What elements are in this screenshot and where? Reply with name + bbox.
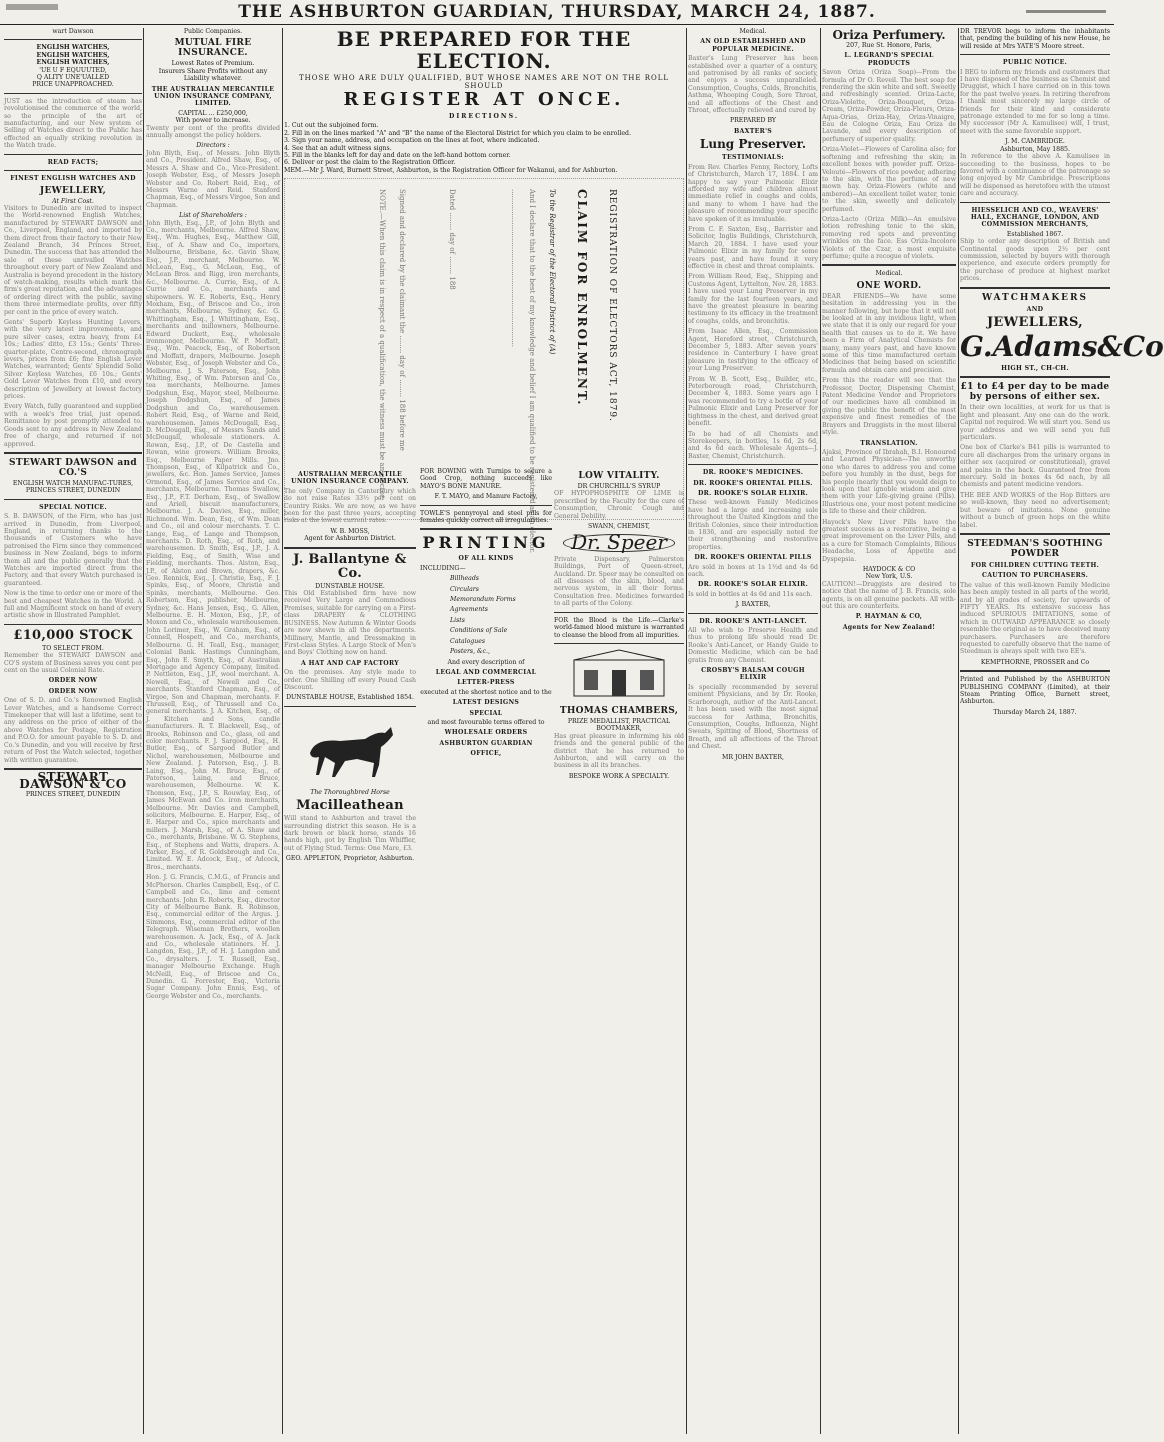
body-text: In their own localities, at work for us that is light and pleasant. Any one can do the work. Capital not required. We will start you. Send us your address and we will send you full particulars. bbox=[960, 404, 1110, 442]
steedman-for: FOR CHILDREN CUTTING TEETH. bbox=[970, 561, 1100, 569]
one-word-heading: ONE WORD. bbox=[856, 280, 922, 291]
subcolumn-left bbox=[284, 468, 416, 863]
election-title: BE PREPARED FOR THE ELECTION. bbox=[336, 27, 632, 73]
body-text: Is sold in bottles at 4s 6d and 11s each. bbox=[688, 590, 813, 598]
watches-lines bbox=[4, 44, 142, 88]
ballantyne-heading: J. Ballantyne & Co. bbox=[293, 551, 407, 581]
section-heading: Public Companies. bbox=[183, 28, 243, 35]
form-body: And I declare that to the best of my knowledge and belief I am qualified to be registered as an elector. bbox=[528, 189, 536, 554]
subcolumn-right bbox=[554, 468, 684, 780]
printed-by: Printed and Published by the ASHBURTON PUBLISHING COMPANY (Limited), at their Steam Printing Office, Burnett street, Ashburton. bbox=[960, 676, 1110, 706]
jewellery-heading: JEWELLERY, bbox=[39, 185, 107, 196]
capital: CAPITAL ... £250,000, bbox=[178, 109, 248, 117]
mutual-heading: MUTUAL FIRE INSURANCE. bbox=[174, 38, 252, 59]
baxter-intro: AN OLD ESTABLISHED AND POPULAR MEDICINE. bbox=[700, 38, 806, 53]
footer-name: STEWART DAWSON & CO bbox=[19, 769, 127, 792]
column-oriza bbox=[822, 28, 956, 1434]
steedman-heading: STEEDMAN'S SOOTHING POWDER bbox=[967, 538, 1103, 559]
column-rule bbox=[958, 28, 959, 1434]
hayman-sub: Agents for New Zealand! bbox=[842, 623, 936, 631]
horse-name: Macilleathean bbox=[296, 798, 404, 814]
divider bbox=[4, 499, 142, 500]
divider bbox=[420, 505, 552, 506]
medical-heading-2: Medical. bbox=[875, 270, 903, 278]
horse-illustration bbox=[295, 713, 405, 783]
crosby-heading: CROSBY'S BALSAM COUGH ELIXIR bbox=[701, 667, 805, 682]
body-text: Ajaksi, Province of Ibrahah, B.I. Honoured and Learned Physician—The unworthy one who dares to address you and come before you humbly in the dust, begs for his people (nearly that you would deign to look upon that ignoble wisdom and give them with your Life-giving graine (Pills). Illustrious one, your most potent medicine is life to these and their children. bbox=[822, 448, 956, 516]
ink-smudge bbox=[6, 4, 58, 10]
first-cost: At First Cost. bbox=[52, 197, 94, 205]
order-now-2: ORDER NOW bbox=[48, 687, 98, 695]
body-text: These well-known Family Medicines have had a large and increasing sale throughout the United Kingdom and the British Colonies, since their introduction in 1836, and are especially noted for their strengthening and restorative properties. bbox=[688, 499, 818, 551]
body-text: Twenty per cent of the profits divided annually amongst the policy holders. bbox=[146, 124, 280, 140]
baxter-prepared: PREPARED BY bbox=[729, 117, 777, 125]
stock-subheading: TO SELECT FROM. bbox=[42, 644, 104, 652]
rooke-anti-lancet: DR. ROOKE'S ANTI-LANCET. bbox=[699, 617, 807, 625]
divider bbox=[960, 287, 1110, 289]
body-text: CAUTION!—Druggists are desired to notice that the name of J. B. Francis, sole agents, is on all genuine packets. All with-out this are counterfeits. bbox=[822, 580, 956, 611]
masthead bbox=[0, 0, 1114, 25]
body-text: Hayock's New Liver Pills have the greatest success as a restorative, being a great improvement on the Liver Pills, and as a cure for Stomach Complaints, Bilious Headache, Loss of Appetite and Dyspepsia. bbox=[822, 518, 956, 563]
divider bbox=[4, 624, 142, 625]
election-subtitle: THOSE WHO ARE DULY QUALIFIED, BUT WHOSE NAMES ARE NOT ON THE ROLL SHOULD bbox=[298, 74, 670, 90]
chambers-heading: THOMAS CHAMBERS, bbox=[559, 705, 679, 716]
haydock-address: New York, U.S. bbox=[865, 573, 913, 581]
body-text: Is specially recommended by several eminent Physicians, and by Dr. Rooke, Scarborough, author of the Anti-Lancet. It has been used with the most signal success for Asthma, Bronchitis, Consumption, Coughs, Influenza, Night Sweats, Spitting of Blood, Shortness of Breath, and all affections of the Throat and Chest. bbox=[688, 683, 818, 751]
body-text: From C. F. Saxton, Esq., Barrister and Solicitor, Inglis Buildings, Christchurch, March 20, 1884. I have used your Pulmonic Elixir in my family for some years past, and have found it very effective in chest and throat complaints. bbox=[688, 225, 818, 270]
divider bbox=[960, 376, 1110, 378]
dunstable-heading: DUNSTABLE HOUSE. bbox=[315, 582, 385, 590]
amu-agent: Agent for Ashburton District. bbox=[304, 535, 396, 543]
oriza-sub: L. LEGRAND'S SPECIAL PRODUCTS bbox=[844, 52, 934, 67]
medical-heading: Medical. bbox=[739, 28, 767, 35]
body-text: One of S. D. and Co.'s Renowned English Lever Watches, and a handsome Correct Timekeeper that will last a lifetime, sent to any address on the price of either of the above Watches for Postage, Registration and P.O.O. for amount payable to S. D. and Co.'s Dunedin, and you will receive by first return of Post the Watch selected, together with written guarantee. bbox=[4, 697, 142, 764]
boot-shop-illustration bbox=[564, 650, 674, 700]
chambers-foot: BESPOKE WORK A SPECIALTY. bbox=[568, 772, 670, 780]
divider bbox=[4, 93, 142, 94]
rooke-solar-elixir: DR. ROOKE'S SOLAR ELIXIR. bbox=[697, 581, 809, 589]
body-text: Visitors to Dunedin are invited to inspect the World-renowned English Watches, manufactured by STEWART DAWSON and Co., Liverpool, England, and imported by them direct from their factory to their New Zealand Branch, 34 Princes Street, Dunedin. The success that has attended the sale of these unrivalled Watches throughout every part of New Zealand and Australia is beyond precedent in the history of watch-making, results which mark the firm's great reputation, and the advantages of ordering direct with the public, saving them three intermediate profits, over fifty per cent in the price of every watch. bbox=[4, 204, 142, 316]
hiesselich-heading: HIESSELICH AND CO., WEAVERS' HALL, EXCHANGE, LONDON, AND COMMISSION MERCHANTS, bbox=[970, 206, 1100, 229]
pay-heading: £1 to £4 per day to be made by persons of either sex. bbox=[960, 382, 1110, 403]
divider bbox=[284, 706, 416, 707]
stewart-heading: STEWART DAWSON and CO.'S bbox=[9, 457, 137, 478]
cambridge-date: Ashburton, May 1885. bbox=[1000, 145, 1070, 153]
caution-heading: CAUTION TO PURCHASERS. bbox=[981, 572, 1089, 580]
column-notices bbox=[960, 28, 1164, 1434]
direction-item: 1. Cut out the subjoined form. bbox=[284, 122, 379, 130]
body-text: This Old Established firm have now received Very Large and Commodious Premises, suitable for carrying on a First-class DRAPERY & CLOTHING BUSINESS. New Autumn & Winter Goods are now shewn in all the departments. Millinery, Mantle, and Dressmaking in First-class Styles. A Large Stock of Men's and Boys' Clothing now on hand. bbox=[284, 590, 416, 657]
body-text: DEAR FRIENDS—We have some hesitation in addressing you in the manner following, but hope that it will not be looked at in any invidious light, when we state that it is only our regard for your health that causes us to do it. We have been a Firm of Analytical Chemists for many, many years past, and have known some of this time manufactured certain Medicines that being based on scientific formula and obtain care and precision. bbox=[822, 292, 956, 374]
divider bbox=[960, 54, 1110, 55]
testimonials-heading: TESTIMONIALS: bbox=[722, 154, 784, 162]
body-text: Remember the STEWART DAWSON and CO'S system of Business saves you cent per cent on the usual Colonial Rate. bbox=[4, 652, 142, 675]
form-body: Dated ........ day of ........ 188 bbox=[448, 189, 456, 290]
body-text: One box of Clarke's B41 pills is warranted to cure all discharges from the urinary organs in either sex (acquired or constitutional), gravel and pains in the back. Guaranteed free from mercury. Sold in boxes 4s 6d each, by all chemists and patent medicine vendors. bbox=[960, 444, 1110, 489]
capital-sub: With power to increase. bbox=[175, 117, 251, 125]
printing-of-all: OF ALL KINDS bbox=[458, 555, 514, 563]
body-text: Will stand to Ashburton and travel the surrounding district this season. He is a dark brown or black horse, stands 16 hands high, got by English Tim Whiffler, out of Flying Stud. Terms: One Mare, £3. bbox=[284, 815, 416, 852]
stewart-subheading: ENGLISH WATCH MANUFAC-TURES, bbox=[12, 479, 134, 487]
body-text: Gents' Superb Keyless Hunting Levers, with the very latest improvements, and pure silver cases, extra heavy, from £4 10s.; Ladies' ditto, £3 15s.; Gents' Three-quarter-plate, Centre-second, chronograph levers, prices from £6; fine English Lever Watches, warranted; Gents' Splendid Solid Silver Keyless Watches, £6 10s.; Gents' Gold Lever Watches from £10, and every description of Jewellery at lowest factory prices. bbox=[4, 319, 142, 401]
body-text: On the premises. Any style made to order. One Shilling off every Pound Cash Discount. bbox=[284, 669, 416, 691]
direction-item: 4. See that an adult witness signs. bbox=[284, 144, 392, 152]
body-text: THE BEE AND WORKS of the Hop Bitters are so well-known, they need no advertisement; but beware of imitations. None genuine without a bunch of green hops on the white label. bbox=[960, 491, 1110, 529]
column-public-companies bbox=[146, 28, 280, 1434]
printing-every: And every description of bbox=[447, 658, 525, 666]
column-rule bbox=[143, 28, 144, 1434]
directors-heading: Directors : bbox=[196, 142, 230, 150]
printing-item: Conditions of Sale bbox=[450, 627, 508, 635]
body-text: John Blyth, Esq., of Messrs. John Blyth and Co., President. Alfred Shaw, Esq., of Messrs A. Shaw and Co., Vice-President. Joseph Webster, Esq., of Messrs Joseph Webster and Co. Robert Reid, Esq., of Messrs Warne and Reid. Stanford Chapman, Esq., of Messrs Virgoe, Son and Chapman. bbox=[146, 149, 280, 209]
column-rule bbox=[282, 28, 283, 1434]
amu-sign: W. B. MOSS, bbox=[330, 527, 370, 535]
translation-heading: TRANSLATION. bbox=[860, 439, 918, 447]
direction-item: MEM.—Mr J. Ward, Burnett Street, Ashburton, is the Registration Officer for Wakanui, and for Ashburton. bbox=[284, 166, 618, 174]
body-text: The value of this well-known Family Medicine has been amply tested in all parts of the world, and by all grades of society, for upwards of FIFTY YEARS. Its extensive success has induced SPURIOUS IMITATIONS, some of which in OUTWARD APPEARANCE so closely resemble the original as to have deceived many purchasers. Purchasers are therefore requested to carefully observe that the name of Steedman is always spelt with two EE's. bbox=[960, 581, 1110, 656]
rooke-2: DR. ROOKE'S ORIENTAL PILLS. bbox=[693, 479, 813, 487]
stewart-street: PRINCES STREET, DUNEDIN bbox=[25, 487, 121, 495]
read-facts-heading: READ FACTS; bbox=[47, 158, 99, 166]
body-text: John Blyth, Esq., J.P., of John Blyth and Co., merchants, Melbourne. Alfred Shaw, Esq., Wm. Hughes, Esq., Matthew Gill, Esq., of A. Shaw and Co., importers, Melbourne, Brisbane, &c. Gavin Shaw, Esq., J.P., merchant, Melbourne. W. McLean, Esq., G. McLean, Esq., of McLean Bros. and Rigg, iron merchants, &c., Melbourne. A. Currie, Esq., of A. Currie and Co., merchants and shipowners. W. E. Roberts, Esq., Henry Moxham, Esq., of Briscoe and Co., iron merchants, Melbourne, Sydney, &c. G. Whittingham, Esq., J. Whittingham, Esq., merchants and millowners, Melbourne. Edward Duckett, Esq., wholesale ironmonger, Melbourne. W. P. Moffatt, Esq., Wm. Peacock, Esq., of Robertson and Moffatt, drapers, Melbourne. Joseph Webster, Esq., of Joseph Webster and Co., Melbourne. J. S. Paterson, Esq., John Whiting, Esq., of Wm. Paterson and Co., tea merchants, Melbourne. James Dodgshun, Esq., Mayor, steel, Melbourne. Joseph Dodgshun, Esq., of James Dodgshun and Co., warehousemen. Robert Reid, Esq., of Warne and Reid, warehousemen. James McDougall, Esq., D. McDougall, Esq., of Messrs Sands and McDougall, wholesale stationers. A. Rowan, Esq., J.P., of De Castella and Rowan, wine growers. William Brooks, Esq., Melbourne Paper Mills. Jno. Thompson, Esq., of Kilpatrick and Co., jewellers, &c. Hon. James Service, James Ormond, Esq., of James Service and Co., merchants, Melbourne. Thomas Swallow, Esq., J.P., F.T. Derham, Esq., of Swallow and Ariell, biscuit manufacturers, Melbourne. J. A. Davies, Esq., miller, Richmond. Wm. Dean, Esq., of Wm. Dean and Co., oil and colour merchants. T. C. Lange, Esq., of Lange and Thompson, merchants. D. Roth, Esq., of Roth, and warehousemen. D. Smith, Esq., J.P., J. A. Fielding, Esq., of Smith, Wise and Fielding, merchants. Thos. Alston, Esq., J.P., of Alston and Brown, drapers, &c. Geo. Rennick, Esq., J. Christie, Esq., F. J. Spinks, Esq., of Moore, Christie and Spinks, merchants, Melbourne. Geo. Robertson, Esq., publisher, Melbourne, Sydney, &c. Hans Jensen, Esq., G. Allen, Melbourne. E. H. Moxon, Esq., J.P., of Moxon and Co., wholesale warehousemen. John Lorimer, Esq., W. Graham, Esq., of Connell, Hospett, and Co., merchants, Melbourne. G. H. Teall, Esq., manager, Colonial Bank. Hastings Cunningham, Esq., John E. Smyth, Esq., of Australian Mortgage and Agency Company, limited. P. Nettleton, Esq., J.P., wool merchant. A. Newell, Esq., of Newell and Co., merchants. Stanford Chapman, Esq., of Virgoe, Son and Chapman, merchants. F. Thrussell, Esq., of Thrussell and Co., general merchants. J. A. Kitchen, Esq., of J. Kitchen and Sons, candle manufacturers. R. T. Blackwell, Esq., of Brooks, Robinson and Co., glass, oil and color merchants. F. J. Sargood, Esq., H. Butler, Esq., of Sargood Butler and Nichol, warehousemen, Melbourne and New Zealand. J. Paterson, Esq., J. B. Laing, Esq., John M. Bruce, Esq., of Paterson, Laing, and Bruce, warehousemen, Melbourne. W. K. Thomson, Esq., J.P., S. Rouwlay, Esq., of James McEwan and Co. iron merchants, Melbourne. Mr. Davies and Campbell, solicitors, Melbourne. E. Harper, Esq., of E. Harper and Co., spice merchants and millers. J. Marsh, Esq., of A. Shaw and Co., merchants, Brisbane. W. G. Stephens, Esq., of Stephens and Watts, drapers. A. Parker, Esq., of R. Goldsbrough and Co., Limited. W. E. Adcock, Esq., of Adcock, Bros., merchants. bbox=[146, 219, 280, 871]
kemp-sign: KEMPTHORNE, PROSSER and Co bbox=[980, 658, 1090, 666]
body-text: To be had of all Chemists and Storekeepers, in bottles, 1s 6d, 2s 6d, and 4s 6d each. Wholesale Agents—J. Baxter, Chemist, Christchurch. bbox=[688, 430, 818, 460]
body-text: Baxter's Lung Preserver has been established over a quarter of a century, and patronised by all ranks of society, and enjoys a success unparalleled. Consumption, Coughs, Colds, Bronchitis, Asthma, Whooping Cough, Sore Throat, and all affections of the Chest and Throat, effectually relieved and cured by bbox=[688, 55, 818, 115]
body-text: Private Dispensary, Palmerston Buildings, Port of Queen-street, Auckland. Dr. Speer may be consulted on all diseases of the skin, blood, and nervous system, in all their forms. Consultation free. Medicines forwarded to all parts of the Colony. bbox=[554, 555, 684, 608]
vitality-heading: LOW VITALITY. bbox=[578, 471, 660, 481]
printing-heading: PRINTING bbox=[422, 533, 550, 553]
body-text: Now is the time to order one or more of the best and cheapest Watches in the World. A full and Magnificent stock on hand of every artistic show in Illustrated Pamphlet. bbox=[4, 590, 142, 620]
body-text: In reference to the above A. Kamulisee in succeeding to the business, hopes to be favored with a continuance of the patronage so long enjoyed by Mr Cambridge. Prescriptions will be dispensed as heretofore with the utmost care and accuracy. bbox=[960, 153, 1110, 198]
horse-caption: The Thoroughbred Horse bbox=[310, 788, 390, 796]
divider bbox=[822, 264, 956, 266]
rooke-oriental-pills: DR. ROOKE'S ORIENTAL PILLS bbox=[694, 554, 812, 562]
printing-wholesale: WHOLESALE ORDERS bbox=[444, 729, 528, 737]
divider bbox=[960, 202, 1110, 203]
horse-sign: GEO. APPLETON, Proprietor, Ashburton. bbox=[285, 855, 415, 863]
company-name: THE AUSTRALIAN MERCANTILE UNION INSURANCE COMPANY, LIMITED. bbox=[151, 85, 275, 108]
divider bbox=[688, 464, 818, 465]
footer-street: PRINCES STREET, DUNEDIN bbox=[25, 790, 121, 798]
baxter-sign: J. BAXTER, bbox=[735, 601, 771, 609]
amu-heading: AUSTRALIAN MERCANTILE UNION INSURANCE COMPANY. bbox=[291, 471, 409, 486]
body-text: From Rev. Charles Fenny, Rectory, Lofts of Christchurch, March 17, 1884. I am happy to say your Pulmonic Elixir afforded my wife and children almost immediate relief in coughs and colds, and many to whom I have had the pleasure of recommending your specific have spoken of it as invaluable. bbox=[688, 163, 818, 223]
hayman-sign: P. HAYMAN & CO, bbox=[855, 613, 923, 621]
direction-item: 2. Fill in on the lines marked "A" and "B" the name of the Electoral District for which you claim to be enrolled. bbox=[284, 129, 631, 137]
masthead-title: THE ASHBURTON GUARDIAN, THURSDAY, MARCH 24, 1887. bbox=[238, 2, 876, 22]
body-text: From W. B. Scott, Esq., Builder, etc., Peterborough road, Christchurch, December 4, 1883. Some years ago I was recommended to try a bottle of your Pulmonic Elixir and Lung Preserver for tightness in the chest, and derived great benefit. bbox=[688, 375, 818, 428]
divider bbox=[554, 643, 684, 644]
printing-including: INCLUDING— bbox=[420, 564, 466, 572]
body-text: Oriza-Violet—Flowers of Carolina also; for softening and refreshing the skin; in excellent boxes with powder puff. Oriza-Velouté—Flowers of rice powder, adhering to the skin, with the perfume of new mown hay. Oriza-Flowers (white and ambered)—An excellent toilet water, tonic to the skin, sweetly and delicately perfumed. bbox=[822, 146, 956, 213]
jewellers-heading: JEWELLERS, bbox=[986, 315, 1083, 330]
divider bbox=[688, 613, 818, 614]
form-body: NOTE.—When this claim is in respect of a qualification, the witness must be an elector. bbox=[378, 189, 386, 500]
printing-legal: LEGAL AND COMMERCIAL bbox=[435, 668, 537, 676]
directions-list bbox=[284, 122, 684, 174]
register-heading: REGISTER AT ONCE. bbox=[343, 89, 625, 110]
finest-heading: FINEST ENGLISH WATCHES AND bbox=[10, 175, 136, 183]
column-election bbox=[284, 28, 684, 1434]
insurers-line: Insurers Share Profits without any Liability whatever. bbox=[158, 67, 268, 83]
hiesselich-established: Established 1867. bbox=[1006, 230, 1064, 238]
body-text: Hon. J. G. Francis, C.M.G., of Francis and McPherson. Charles Campbell, Esq., of C. Campbell and Co., lime and cement merchants. John R. Roberts, Esq., director City of Melbourne Bank. R. Robinson, Esq., commercial editor of the Argus. J. Simmons, Esq., commercial editor of the Telegraph. Wiseman Brothers, woollen warehousemen. A. Jack, Esq., of A. Jack and Co., wholesale stationers. H. J. Langdon, Esq., J.P., of H. J. Langdon and Co., drysalters. J. T. Russell, Esq., manager Melbourne Exchange. Hugh McNeill, Esq., of Briscoe and Co., Dunedin. G. Forrester, Esq., Victoria Sugar Company. John Ennis, Esq., of George Webster and Co., merchants. bbox=[146, 874, 280, 1000]
fob-heading: FOR BOWING with Turnips to secure a Good Crop, nothing succeeds like MAYO'S BONE MANURE. bbox=[420, 468, 552, 490]
adams-logo: G.Adams&Co bbox=[960, 330, 1164, 363]
watches-line: ENGLISH WATCHES, bbox=[36, 51, 110, 59]
printed-date: Thursday March 24, 1887. bbox=[993, 708, 1077, 716]
directions-heading: DIRECTIONS. bbox=[449, 113, 519, 120]
vitality-sub: DR CHURCHILL'S SYRUP bbox=[577, 483, 661, 490]
body-text: Are sold in boxes at 1s 1½d and 4s 6d each. bbox=[688, 563, 818, 578]
printing-item: Agreements bbox=[450, 606, 488, 614]
body-text: From Isaac Allen, Esq., Commission Agent, Hereford street, Christchurch, December 5, 1883. After seven years' residence in Canterbury I have great pleasure in testifying to the efficacy of your Lung Preserver. bbox=[688, 328, 818, 373]
direction-item: 5. Fill in the blanks left for day and date on the left-hand bottom corner. bbox=[284, 152, 511, 160]
watches-line: ENGLISH WATCHES, bbox=[36, 59, 110, 67]
printing-office: ASHBURTON GUARDIAN bbox=[439, 739, 533, 747]
towles-text: TOWLE'S pennyroyal and steel pills for females quickly correct all irregularities. bbox=[420, 509, 552, 525]
public-notice-heading: PUBLIC NOTICE. bbox=[1002, 59, 1068, 67]
stock-heading: £10,000 STOCK bbox=[13, 627, 133, 643]
body-text: Savon Oriza (Oriza Soap)—From the formula of Dr O. Reveil. The best soap for rendering the skin white and soft. Sweetly and refreshingly scented. Oriza-Lacte, Oriza-Violette, Oriza-Bouquet, Oriza-Cream, Oriza-Powder, Oriza-Fleurs, Oriza-Aqua-Orias, Oriza-Hay, Oriza-Vinaigre, Eau de Cologne Oriza, Eau Oriza de Lavande, and every description of perfumery of superior quality. bbox=[822, 69, 956, 143]
printing-item: Posters, &c., bbox=[450, 648, 490, 656]
lung-preserver-heading: Lung Preserver. bbox=[699, 137, 807, 152]
hat-cap-heading: A HAT AND CAP FACTORY bbox=[301, 659, 399, 667]
body-text: Every Watch, fully guaranteed and supplied with a week's free trial, just opened. Remittance by post promptly attended to. Goods sent to any address in New Zealand free of charge, and returned if not approved. bbox=[4, 403, 142, 448]
lowest-rates: Lowest Rates of Premium. bbox=[171, 60, 255, 68]
and-word: AND bbox=[1026, 305, 1044, 313]
column-stewart-dawson bbox=[4, 28, 142, 1434]
ink-stripe bbox=[1026, 10, 1106, 13]
rooke-1: DR. ROOKE'S MEDICINES. bbox=[702, 469, 804, 477]
divider bbox=[4, 154, 142, 155]
dunstable-established: DUNSTABLE HOUSE, Established 1854. bbox=[286, 694, 414, 702]
baxter-name: BAXTER'S bbox=[733, 127, 773, 135]
subcolumn-middle bbox=[420, 468, 552, 760]
body-text: The only Company in Canterbury which do not raise Rates 33½ per cent on Country Risks. We are now, as we have been for the past three years, accepting risks at the lowest current rates. bbox=[284, 487, 416, 525]
body-text: Has great pleasure in informing his old friends and the general public of the district that he has returned to Ashburton, and will carry on the business in all its branches. bbox=[554, 732, 684, 770]
printing-item: Billheads bbox=[450, 575, 479, 583]
form-body: ....................................................................... bbox=[510, 189, 518, 348]
body-text: From this the reader will see that the Professor, Doctor, Dispensing Chemist, Patent Medicine Vendor and Proprietors of our medicines have all combined in giving the public the benefit of the most expensive and finest remedies of the Brayers and Druggists in the most liberal style. bbox=[822, 377, 956, 437]
watches-line: ENGLISH WATCHES, bbox=[36, 44, 110, 52]
divider bbox=[4, 39, 142, 40]
body-text: S. B. DAWSON, of the Firm, who has just arrived in Dunedin, from Liverpool, England, in returning thanks to the thousands of Customers who have patronised the Firm since they commenced business in New Zealand, begs to inform them all and the public generally that the Watches are imported direct from the Factory, and that every Watch purchased is guaranteed. bbox=[4, 513, 142, 587]
top-line: wart Dawson bbox=[52, 28, 94, 35]
printing-special: SPECIAL bbox=[469, 709, 503, 717]
column-rule bbox=[686, 28, 687, 1434]
printing-items bbox=[420, 575, 552, 655]
form-to: To the Registrar of the Electoral District of (A) bbox=[548, 189, 556, 355]
body-text: I BEG to inform my friends and customers that I have disposed of the business as Chemist and Druggist, which I have carried on in this town for the past twelve years. In retiring therefrom I thank most sincerely my large circle of friends for their kind and considerate patronage extended to me for so long a time. My successor (Mr A. Kamulisee) will, I trust, meet with the same favorable support. bbox=[960, 68, 1110, 135]
divider bbox=[960, 533, 1110, 535]
divider bbox=[284, 547, 416, 549]
body-text: Oriza-Lacto (Oriza Milk)—An emulsive lotion refreshing tonic to the skin, removing red spots and preventing wrinkles on the face. Ess Oriza-Incolore Violets of the Czar, a most exquisite perfume; quite a recogue of violets. bbox=[822, 215, 956, 260]
watches-line: Q ALITY UNE'UALLED bbox=[36, 74, 110, 82]
order-now: ORDER NOW bbox=[48, 677, 98, 685]
oriza-address: 207, Rue St. Honore, Paris, bbox=[846, 42, 932, 49]
oriza-heading: Oriza Perfumery. bbox=[832, 28, 946, 42]
column-medical bbox=[688, 28, 818, 1434]
printing-item: Lists bbox=[450, 616, 465, 624]
swans-sign: SWANN, CHEMIST, bbox=[588, 523, 650, 531]
printing-terms: and most favourable terms offered to bbox=[427, 718, 545, 726]
printing-exec: executed at the shortest notice and to the bbox=[420, 688, 552, 696]
shareholders-heading: List of Shareholders : bbox=[179, 212, 247, 220]
printing-item: Memorandum Forms bbox=[450, 596, 516, 604]
fob-sign: F. T. MAYO, and Manure Factory, bbox=[434, 493, 538, 501]
form-body: Signed and declared by the claimant the ........ day of ........ 188 before me bbox=[398, 189, 406, 452]
body-text: Ship to order any description of British and Continental goods upon 2½ per cent commission, selected by buyers with thorough experience, and execute orders promptly for the purchase of produce at highest market prices. bbox=[960, 238, 1110, 283]
divider bbox=[4, 452, 142, 454]
watches-line: PRICE UNAPPROACHED. bbox=[32, 81, 114, 89]
chambers-sub: PRIZE MEDALLIST, PRACTICAL BOOTMAKER, bbox=[567, 717, 671, 733]
form-title: CLAIM FOR ENROLMENT. bbox=[575, 189, 589, 407]
trevor-notice: DR TREVOR begs to inform the inhabitants that, pending the building of his new House, he will reside at Mrs YATE'S Moore street. bbox=[960, 28, 1110, 50]
printing-item: Catalogues bbox=[450, 637, 486, 645]
adams-street: HIGH ST., CH-CH. bbox=[1001, 365, 1069, 372]
form-act: REGISTRATION OF ELECTORS ACT, 1879. bbox=[607, 189, 617, 423]
body-text: JUST as the introduction of steam has revolutionised the commerce of the world, so the principle of the art of manufacturing, and our New system of Selling of Watches direct to the Public has effected an equally striking revolution in the Watch trade. bbox=[4, 97, 142, 150]
printing-office-2: OFFICE, bbox=[470, 750, 502, 758]
blood-text: FOR the Blood is the Life.—Clarke's world-famed blood mixture is warranted to cleanse the blood from all impurities. bbox=[554, 616, 684, 639]
haydock-sign: HAYDOCK & CO bbox=[862, 566, 916, 573]
printing-latest: LATEST DESIGNS bbox=[452, 699, 520, 707]
divider bbox=[420, 528, 552, 530]
column-rule bbox=[820, 28, 821, 1434]
body-text: All who wish to Preserve Health and thus to prolong life should read Dr. Rooke's Anti-Lancet, or Handy Guide to Domestic Medicine, which can be had gratis from any Chemist. bbox=[688, 627, 818, 664]
john-baxter-sign: MR JOHN BAXTER, bbox=[722, 753, 784, 761]
cambridge-sign: J. M. CAMBRIDGE. bbox=[1005, 138, 1065, 146]
special-notice-heading: SPECIAL NOTICE. bbox=[39, 503, 107, 511]
divider bbox=[554, 612, 684, 613]
divider bbox=[4, 170, 142, 171]
body-text: OF HYPOPHOSPHITE OF LIME is prescribed by the Faculty for the cure of Consumption, Chronic Cough and General Debility. bbox=[554, 490, 684, 520]
watches-line: 'UE U F EQUUUTED, bbox=[39, 66, 107, 74]
printing-letter: LETTER-PRESS bbox=[457, 679, 515, 687]
speer-logo: Dr. Speer bbox=[563, 534, 675, 551]
body-text: From William Reed, Esq., Shipping and Customs Agent, Lyttelton, Nov. 28, 1883. I have used your Lung Preserver in my family for the last fourteen years, and have the greatest pleasure in bearing testimony to its efficacy in the treatment of coughs, colds, and bronchitis. bbox=[688, 273, 818, 325]
divider bbox=[960, 670, 1110, 672]
printing-item: Circulars bbox=[450, 585, 479, 593]
rooke-3: DR. ROOKE'S SOLAR ELIXIR. bbox=[697, 489, 809, 497]
watchmakers-heading: WATCHMAKERS bbox=[982, 292, 1088, 303]
direction-item: 3. Sign your name, address, and occupation on the lines at foot, where indicated. bbox=[284, 137, 540, 145]
direction-item: 6. Deliver or post the claim to the Registration Officer. bbox=[284, 159, 456, 167]
